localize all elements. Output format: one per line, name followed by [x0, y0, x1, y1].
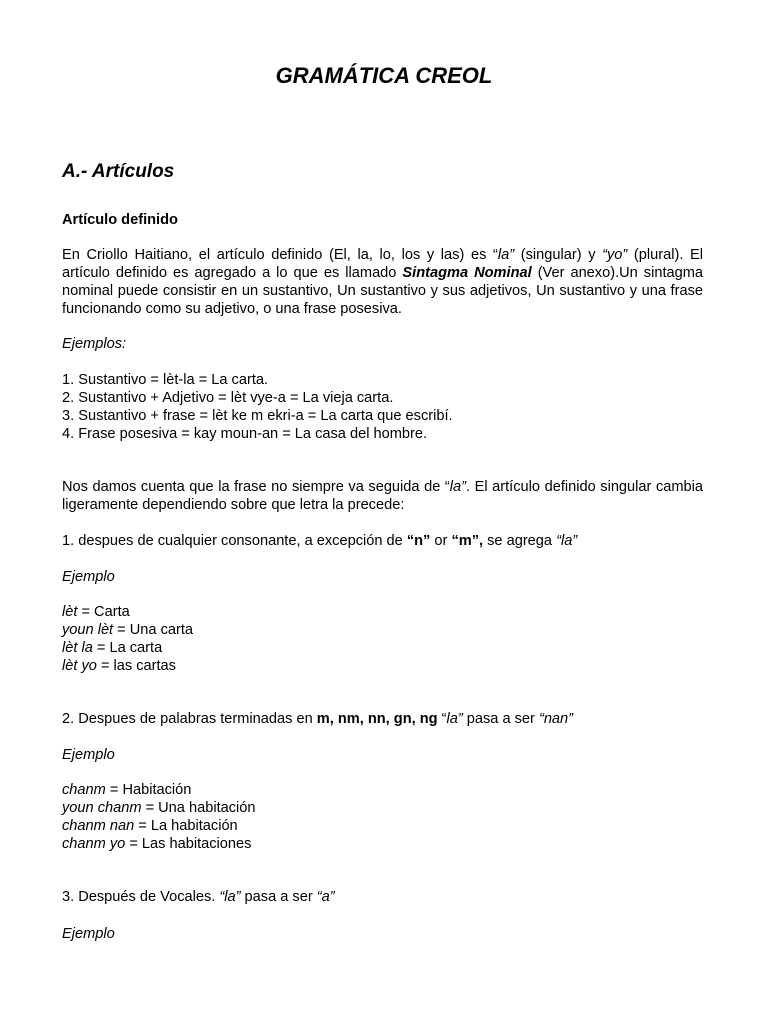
- rule-2-text-1: 2. Despues de palabras terminadas en: [62, 711, 317, 727]
- list-term: lèt la: [62, 640, 93, 656]
- ejemplo-label-text: Ejemplo: [62, 747, 115, 763]
- examples-list: [62, 371, 703, 443]
- rule-3-text-2: pasa a ser: [240, 889, 317, 905]
- nos-damos-paragraph: [62, 478, 703, 514]
- intro-text-1: En Criollo Haitiano, el artículo definido (El, la, lo, los y las) es “: [62, 247, 498, 263]
- subheading: Artículo definido: [62, 212, 178, 228]
- list-meaning: = Habitación: [105, 782, 192, 798]
- example-item: 3. Sustantivo + frase = lèt ke m ekri-a = La carta que escribí.: [62, 408, 453, 424]
- rule-1-or: or: [430, 533, 452, 549]
- example-item: 2. Sustantivo + Adjetivo = lèt vye-a = La vieja carta.: [62, 390, 394, 406]
- rule-3: [62, 888, 703, 906]
- list-term: chanm nan: [62, 818, 135, 834]
- ejemplo-label-text: Ejemplo: [62, 569, 115, 585]
- rule-3-text-1: 3. Después de Vocales.: [62, 889, 220, 905]
- list-term: youn lèt: [62, 622, 114, 638]
- intro-text-4: (Ver anexo).Un sintagma nominal puede consistir en un sustantivo, Un sustantivo y sus adjetivos, Un sustantivo y una frase funcionando como su adjetivo, o una frase posesiva.: [62, 265, 704, 317]
- rule-1-la: “la”: [556, 533, 578, 549]
- list-term: chanm yo: [62, 836, 126, 852]
- rule-2-text-2: “: [437, 711, 447, 727]
- rule-1-n: “n”: [406, 533, 431, 549]
- list-item: [62, 817, 703, 835]
- ejemplo-label-1: [62, 568, 703, 586]
- list-item: [62, 657, 703, 675]
- rule-2-nan: “nan”: [538, 711, 574, 727]
- intro-la: la”: [497, 247, 515, 263]
- rule-2-text-3: pasa a ser: [462, 711, 539, 727]
- rule-1-text-2: se agrega: [483, 533, 557, 549]
- intro-text-3: (plural). El artículo definido es agregado a lo que es llamado: [62, 247, 703, 281]
- list-meaning: = Una habitación: [141, 800, 256, 816]
- rule-3-a: “a”: [316, 889, 335, 905]
- ejemplo-label-3: [62, 925, 703, 943]
- intro-sintagma: Sintagma Nominal: [402, 265, 532, 281]
- list-meaning: = Carta: [77, 604, 130, 620]
- list-item: [62, 799, 703, 817]
- list-meaning: = La habitación: [134, 818, 238, 834]
- example-list-1: [62, 603, 703, 675]
- list-term: youn chanm: [62, 800, 142, 816]
- intro-yo: “yo”: [602, 247, 628, 263]
- example-item: 1. Sustantivo = lèt-la = La carta.: [62, 372, 269, 388]
- nos-damos-la: la”: [449, 479, 466, 495]
- example-item: 4. Frase posesiva = kay moun-an = La casa del hombre.: [62, 426, 428, 442]
- ejemplo-label-text: Ejemplo: [62, 926, 115, 942]
- rule-1-text-1: 1. despues de cualquier consonante, a excepción de: [62, 533, 407, 549]
- rule-1-m: “m”,: [451, 533, 484, 549]
- ejemplos-label: [62, 335, 703, 353]
- ejemplo-label-2: [62, 746, 703, 764]
- ejemplos-label-text: Ejemplos:: [62, 336, 127, 352]
- list-meaning: = las cartas: [96, 658, 176, 674]
- list-item: [62, 639, 703, 657]
- list-meaning: = La carta: [92, 640, 163, 656]
- list-meaning: = Una carta: [113, 622, 194, 638]
- rule-2: [62, 710, 703, 728]
- list-meaning: = Las habitaciones: [125, 836, 252, 852]
- rule-2-la: la”: [446, 711, 463, 727]
- example-list-2: [62, 781, 703, 853]
- rule-3-la: “la”: [219, 889, 241, 905]
- intro-paragraph: [62, 246, 703, 318]
- rule-1: [62, 532, 703, 550]
- list-term: lèt: [62, 604, 78, 620]
- rule-2-letters: m, nm, nn, gn, ng: [316, 711, 438, 727]
- list-item: [62, 603, 703, 621]
- nos-damos-text-1: Nos damos cuenta que la frase no siempre va seguida de “: [62, 479, 450, 495]
- page-title: GRAMÁTICA CREOL: [275, 63, 493, 88]
- list-item: [62, 835, 703, 853]
- list-item: [62, 621, 703, 639]
- intro-text-2: (singular) y: [514, 247, 603, 263]
- list-term: chanm: [62, 782, 106, 798]
- list-term: lèt yo: [62, 658, 97, 674]
- nos-damos-text-2: . El artículo definido singular cambia ligeramente dependiendo sobre que letra la precede:: [62, 479, 703, 513]
- list-item: [62, 781, 703, 799]
- section-heading: A.- Artículos: [62, 161, 175, 182]
